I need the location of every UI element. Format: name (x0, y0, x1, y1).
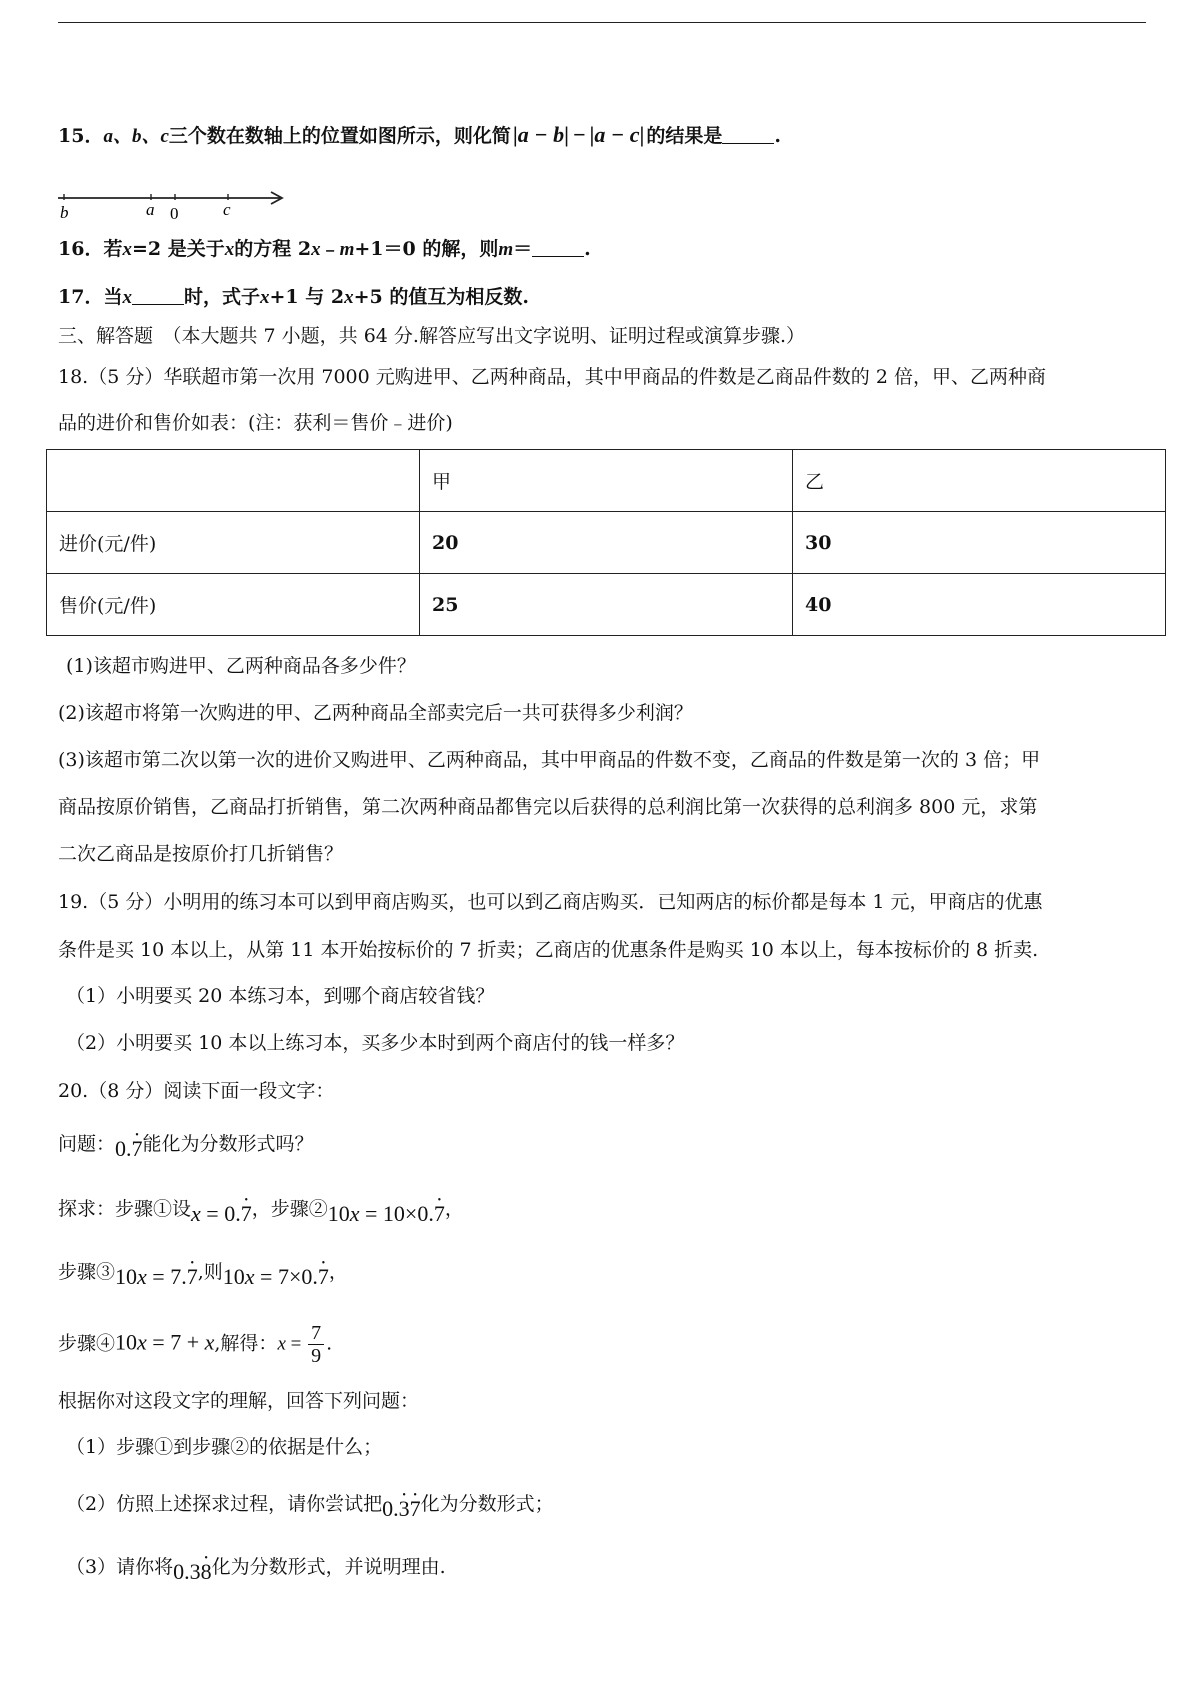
question-20-part-2: （2）仿照上述探求过程，请你尝试把0.• 3• 7化为分数形式； (66, 1490, 554, 1517)
q15-vars: a、b、c (103, 126, 169, 147)
label-zero: 0 (170, 204, 179, 222)
table-row (47, 450, 1166, 512)
section-heading: 三、解答题 （本大题共 7 小题，共 64 分.解答应写出文字说明、证明过程或演算步骤.） (58, 325, 806, 347)
question-18-line-2: 品的进价和售价如表：(注：获利＝售价﹣进价) (58, 412, 453, 434)
repeating-decimal-037: 0.• 3• 7 (382, 1496, 421, 1521)
answer-blank-17 (132, 286, 184, 305)
table-cell: 40 (793, 574, 1166, 636)
table-cell (47, 450, 420, 512)
label-b: b (60, 203, 69, 222)
question-20-explore: 探求：步骤①设x = 0.• 7，步骤②10x = 10×0.• 7， (58, 1195, 464, 1222)
table-cell: 25 (420, 574, 793, 636)
question-20-intro: 根据你对这段文字的理解，回答下列问题： (58, 1390, 420, 1412)
answer-blank-15 (722, 125, 774, 144)
question-20-step3: 步骤③10x = 7.• 7,则10x = 7×0.• 7， (58, 1258, 348, 1285)
question-18-part-2: (2)该超市将第一次购进的甲、乙两种商品全部卖完后一共可获得多少利润？ (58, 702, 693, 724)
label-a: a (146, 200, 155, 219)
question-17: 17．当x 时，式子x+1 与 2x+5 的值互为相反数. (58, 286, 529, 308)
table-cell: 甲 (420, 450, 793, 512)
question-18-part-3-line-1: (3)该超市第二次以第一次的进价又购进甲、乙两种商品，其中甲商品的件数不变，乙商品的件数是第一次的 3 倍；甲 (58, 749, 1041, 771)
repeating-decimal-07: 0.• 7 (115, 1136, 143, 1161)
question-20-part-3: （3）请你将0.3• 8化为分数形式，并说明理由. (66, 1553, 446, 1580)
question-20-step4: 步骤④10x = 7 + x,解得：x = $\frac{7}{9}$ . (58, 1322, 333, 1367)
header-rule (58, 22, 1146, 23)
question-18-part-1: (1)该超市购进甲、乙两种商品各多少件？ (66, 655, 416, 677)
question-16: 16．若x=2 是关于x的方程 2x﹣m+1＝0 的解，则m＝ . (58, 238, 591, 260)
table-cell: 乙 (793, 450, 1166, 512)
table-cell: 20 (420, 512, 793, 574)
table-cell: 售价(元/件) (47, 574, 420, 636)
price-table (46, 449, 1166, 636)
question-19-line-1: 19.（5 分）小明用的练习本可以到甲商店购买，也可以到乙商店购买．已知两店的标价都是每本 1 元，甲商店的优惠 (58, 891, 1043, 913)
question-20-problem: 问题：0.• 7能化为分数形式吗？ (58, 1130, 314, 1157)
table-cell: 进价(元/件) (47, 512, 420, 574)
fraction-7-9: $\frac{7}{9}$ (308, 1322, 324, 1367)
question-20-heading: 20.（8 分）阅读下面一段文字： (58, 1080, 335, 1102)
table-cell: 30 (793, 512, 1166, 574)
table-row (47, 574, 1166, 636)
abs-expr-1: |a − b| (512, 122, 569, 147)
question-15: 15．a、b、c三个数在数轴上的位置如图所示，则化简|a − b| − |a − c| 的结果是 . (58, 122, 781, 147)
abs-expr-2: |a − c| (589, 122, 645, 147)
question-20-part-1: （1）步骤①到步骤②的依据是什么； (66, 1436, 383, 1458)
repeating-decimal-038: 0.3• 8 (173, 1559, 212, 1584)
question-18-line-1: 18.（5 分）华联超市第一次用 7000 元购进甲、乙两种商品，其中甲商品的件数是乙商品件数的 2 倍，甲、乙两种商 (58, 366, 1046, 388)
question-18-part-3-line-3: 二次乙商品是按原价打几折销售？ (58, 843, 344, 865)
answer-blank-16 (532, 238, 584, 257)
label-c: c (223, 200, 231, 219)
question-19-line-2: 条件是买 10 本以上，从第 11 本开始按标价的 7 折卖；乙商店的优惠条件是购买 10 本以上，每本按标价的 8 折卖. (58, 939, 1039, 961)
number-line (58, 188, 290, 222)
question-18-part-3-line-2: 商品按原价销售，乙商品打折销售，第二次两种商品都售完以后获得的总利润比第一次获得的总利润多 800 元，求第 (58, 796, 1038, 818)
question-19-part-2: （2）小明要买 10 本以上练习本，买多少本时到两个商店付的钱一样多？ (66, 1032, 685, 1054)
table-row (47, 512, 1166, 574)
question-19-part-1: （1）小明要买 20 本练习本，到哪个商店较省钱？ (66, 985, 495, 1007)
